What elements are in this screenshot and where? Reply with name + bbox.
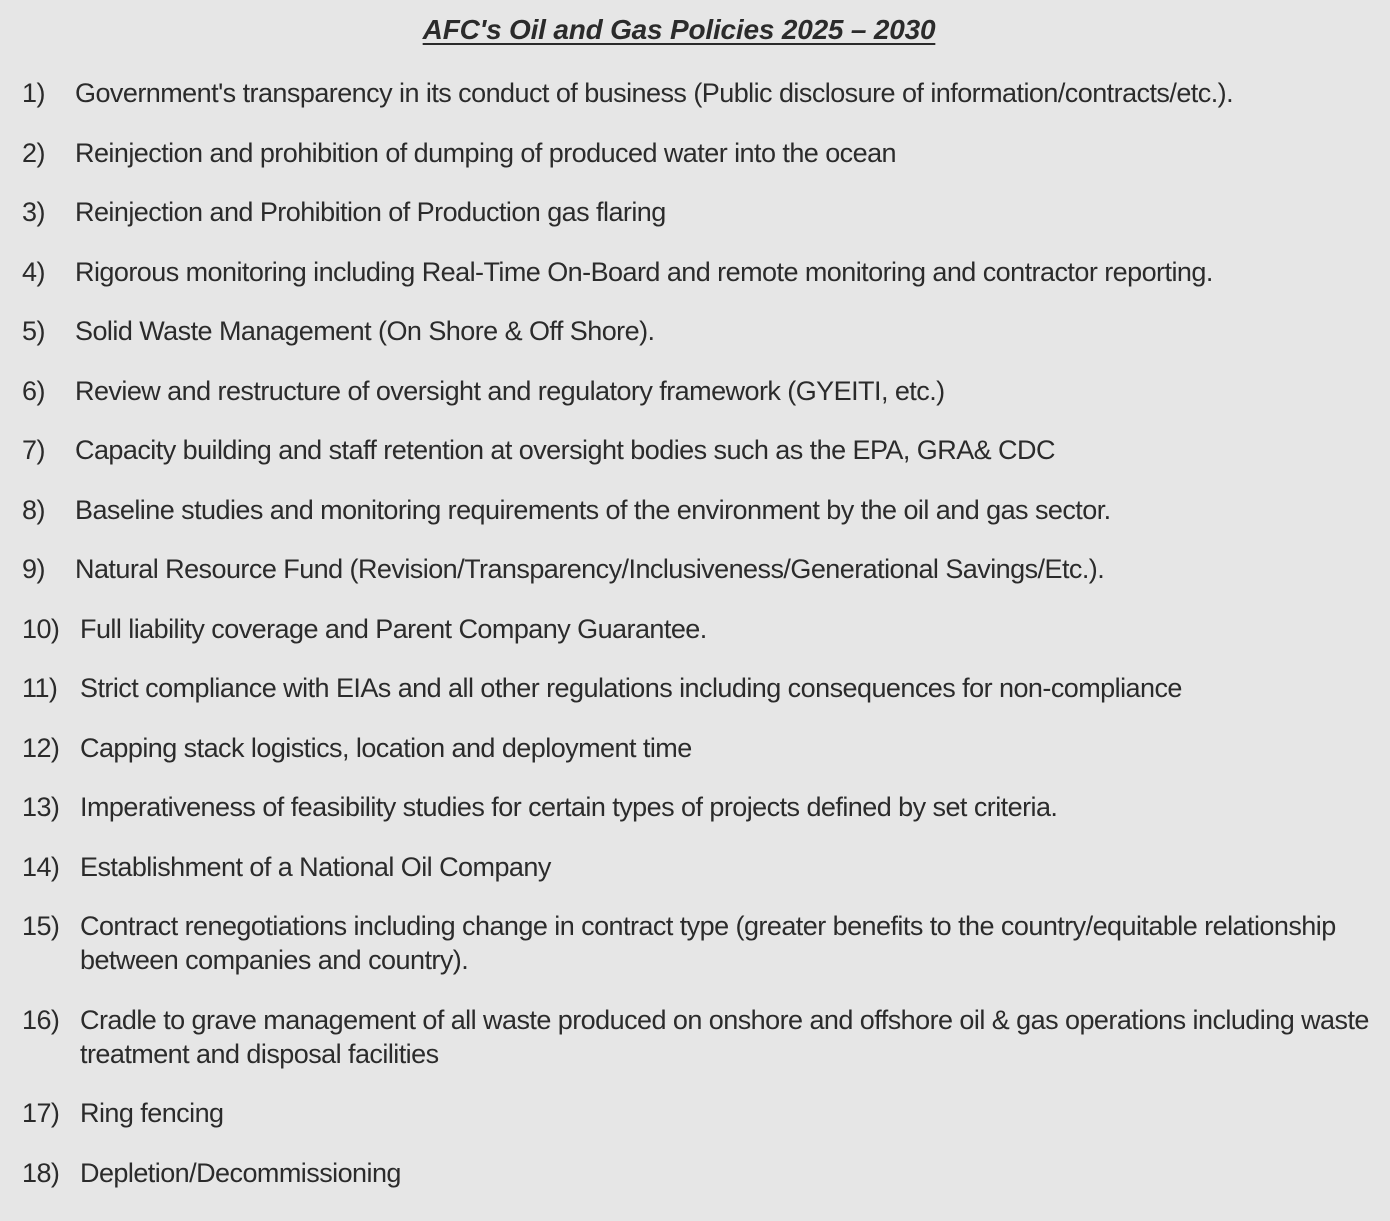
- policy-item-number: 11): [22, 673, 58, 703]
- policy-item: [22, 552, 1382, 586]
- policy-item-text: Imperativeness of feasibility studies for certain types of projects defined by set criteria.: [80, 792, 1058, 822]
- policy-item: [22, 1156, 1382, 1190]
- policy-item: [22, 1096, 1382, 1130]
- policy-item-text: Review and restructure of oversight and regulatory framework (GYEITI, etc.): [75, 375, 945, 406]
- policy-item-text: Reinjection and Prohibition of Production gas flaring: [75, 197, 666, 227]
- policy-item-text: Reinjection and prohibition of dumping of produced water into the ocean: [75, 137, 897, 168]
- policy-item: [22, 850, 1382, 884]
- policy-item: [22, 731, 1382, 765]
- policy-item: [22, 136, 1382, 170]
- policy-item: [22, 195, 1382, 229]
- policy-item-number: 16): [22, 1004, 60, 1035]
- policy-item-number: 15): [22, 911, 60, 941]
- policy-item-text: Government's transparency in its conduct of business (Public disclosure of information/contracts/etc.).: [75, 78, 1234, 108]
- policy-item-number: 7): [22, 435, 45, 465]
- policy-item-number: 1): [22, 78, 45, 108]
- policy-item-number: 14): [22, 851, 60, 882]
- policy-item: [22, 255, 1382, 289]
- policy-item: [22, 790, 1382, 824]
- policy-item-text: Baseline studies and monitoring requirements of the environment by the oil and gas sector.: [75, 494, 1111, 525]
- policy-item-number: 6): [22, 375, 45, 406]
- policy-item-number: 17): [22, 1098, 60, 1128]
- policy-item-text: Establishment of a National Oil Company: [80, 851, 551, 882]
- policy-item-number: 10): [22, 613, 60, 644]
- document-title: AFC's Oil and Gas Policies 2025 – 2030: [422, 14, 936, 45]
- policy-item: [22, 76, 1382, 110]
- policy-item-number: 13): [22, 792, 60, 822]
- policy-item: [22, 374, 1382, 408]
- policy-item-text: Depletion/Decommissioning: [80, 1157, 401, 1188]
- policy-item-text: Natural Resource Fund (Revision/Transparency/Inclusiveness/Generational Savings/Etc.).: [75, 554, 1105, 584]
- policy-item-number: 3): [22, 197, 45, 227]
- policy-item-text: Capacity building and staff retention at oversight bodies such as the EPA, GRA& CDC: [75, 435, 1055, 465]
- policy-item-number: 12): [22, 732, 60, 763]
- policy-item: [22, 671, 1382, 705]
- policy-item-text: Strict compliance with EIAs and all other regulations including consequences for non-compliance: [80, 673, 1182, 703]
- policy-item-text: Ring fencing: [80, 1098, 224, 1128]
- policy-item-number: 8): [22, 494, 45, 525]
- policy-item-number: 4): [22, 256, 45, 287]
- policy-item-text: Contract renegotiations including change in contract type (greater benefits to the country/equitable relationship between companies and country).: [80, 911, 1336, 975]
- policy-item-text: Capping stack logistics, location and deployment time: [80, 732, 692, 763]
- policy-item-text: Solid Waste Management (On Shore & Off Shore).: [75, 316, 655, 346]
- policy-item-text: Full liability coverage and Parent Company Guarantee.: [80, 613, 707, 644]
- policy-item-number: 2): [22, 137, 45, 168]
- policy-list: [22, 76, 1382, 1215]
- policy-item-text: Rigorous monitoring including Real-Time On-Board and remote monitoring and contractor reporting.: [75, 256, 1213, 287]
- policy-item-number: 18): [22, 1157, 60, 1188]
- policy-item-number: 9): [22, 554, 45, 584]
- policy-item: [22, 612, 1382, 646]
- policy-item-number: 5): [22, 316, 45, 346]
- policy-item: [22, 433, 1382, 467]
- policy-item: [22, 1003, 1382, 1071]
- policy-item: [22, 493, 1382, 527]
- policy-item: [22, 909, 1382, 977]
- policy-item-text: Cradle to grave management of all waste produced on onshore and offshore oil & gas operations including waste treatment and disposal facilities: [80, 1004, 1369, 1069]
- policy-item: [22, 314, 1382, 348]
